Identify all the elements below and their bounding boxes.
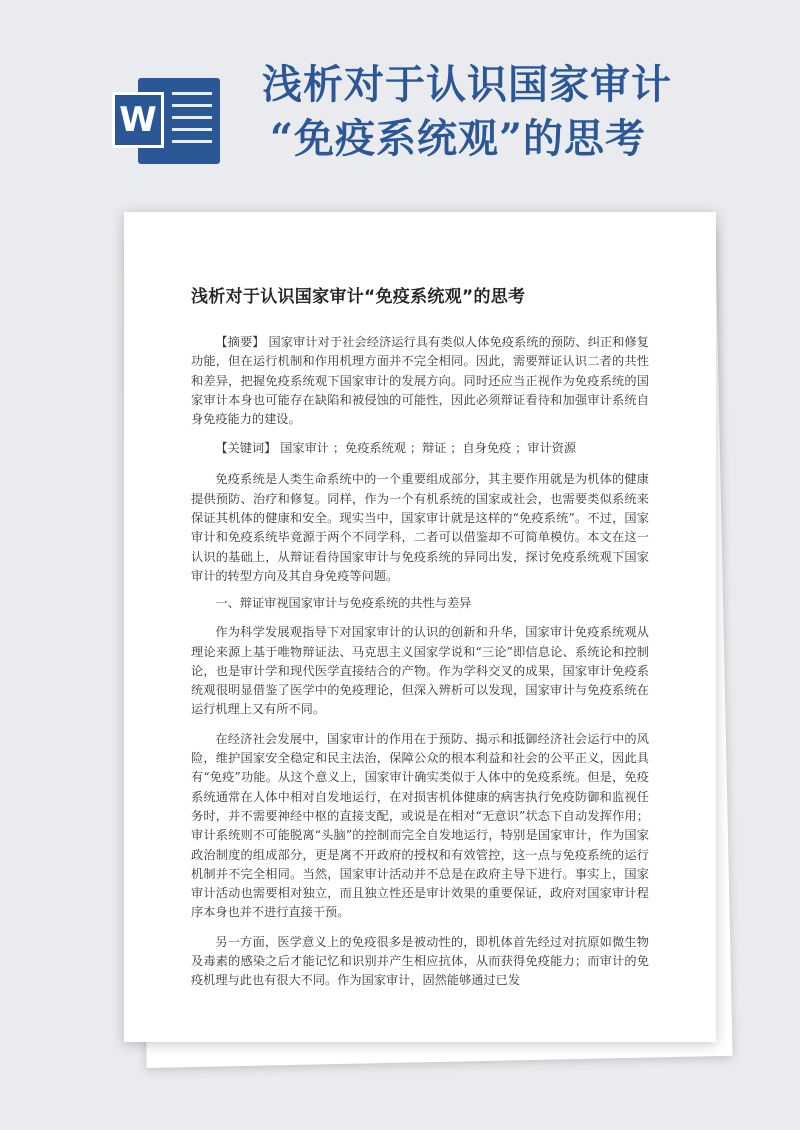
- abstract-paragraph: 【摘要】 国家审计对于社会经济运行具有类似人体免疫系统的预防、纠正和修复功能，但在运行机制和作用机理方面并不完全相同。因此，需要辩证认识二者的共性和差异，把握免疫系统观下国家审计的发展方向。同时还应当正视作为免疫系统的国家审计本身也可能存在缺陷和被侵蚀的可能性，因此必须辩证看待和加强审计系统自身免疫能力的建设。: [191, 335, 649, 427]
- word-letter-badge: W: [112, 92, 164, 148]
- document-body: [191, 282, 649, 1001]
- word-logo-icon: [112, 72, 222, 168]
- header-title: [262, 58, 782, 166]
- header-title-line2: “免疫系统观”的思考: [270, 115, 647, 162]
- document-title: 浅析对于认识国家审计“免疫系统观”的思考: [191, 287, 526, 307]
- body-paragraph-2: 在经济社会发展中，国家审计的作用在于预防、揭示和抵御经济社会运行中的风险，维护国家安全稳定和民主法治，保障公众的根本利益和社会的公平正义，因此具有“免疫”功能。从这个意义上，国家审计确实类似于人体中的免疫系统。但是，免疫系统通常在人体中相对自发地运行，在对损害机体健康的病害执行免疫防御和监视任务时，并不需要神经中枢的直接支配，或说是在相对“无意识”状态下自动发挥作用；审计系统则不可能脱离“头脑”的控制而完全自发地运行，特别是国家审计，作为国家政治制度的组成部分，更是离不开政府的授权和有效管控，这一点与免疫系统的运行机制并不完全相同。当然，国家审计活动并不总是在政府主导下进行。事实上，国家审计活动也需要相对独立，而且独立性还是审计效果的重要保证，政府对国家审计程序本身也并不进行直接干预。: [191, 731, 649, 920]
- document-page: [124, 212, 716, 1042]
- header-title-line1: 浅析对于认识国家审计: [262, 61, 672, 108]
- body-paragraph-3: 另一方面，医学意义上的免疫很多是被动性的，即机体首先经过对抗原如微生物及毒素的感染之后才能记忆和识别并产生相应抗体，从而获得免疫能力；而审计的免疫机理与此也有很大不同。作为国家审计，固然能够通过已发: [191, 934, 649, 988]
- intro-paragraph: 免疫系统是人类生命系统中的一个重要组成部分，其主要作用就是为机体的健康提供预防、治疗和修复。同样，作为一个有机系统的国家或社会，也需要类似系统来保证其机体的健康和安全。现实当中，国家审计就是这样的“免疫系统”。不过，国家审计和免疫系统毕竟源于两个不同学科，二者可以借鉴却不可简单模仿。本文在这一认识的基础上，从辩证看待国家审计与免疫系统的异同出发，探讨免疫系统观下国家审计的转型方向及其自身免疫等问题。: [191, 472, 649, 583]
- section-heading: 一、辩证审视国家审计与免疫系统的共性与差异: [215, 596, 472, 611]
- keywords-line: 【关键词】 国家审计 ；免疫系统观 ；辩证 ；自身免疫 ；审计资源: [215, 441, 577, 456]
- body-paragraph-1: 作为科学发展观指导下对国家审计的认识的创新和升华，国家审计免疫系统观从理论来源上基于唯物辩证法、马克思主义国家学说和“三论”即信息论、系统论和控制论，也是审计学和现代医学直接结合的产物。作为学科交叉的成果，国家审计免疫系统观很明显借鉴了医学中的免疫理论，但深入辨析可以发现，国家审计与免疫系统在运行机理上又有所不同。: [191, 625, 649, 717]
